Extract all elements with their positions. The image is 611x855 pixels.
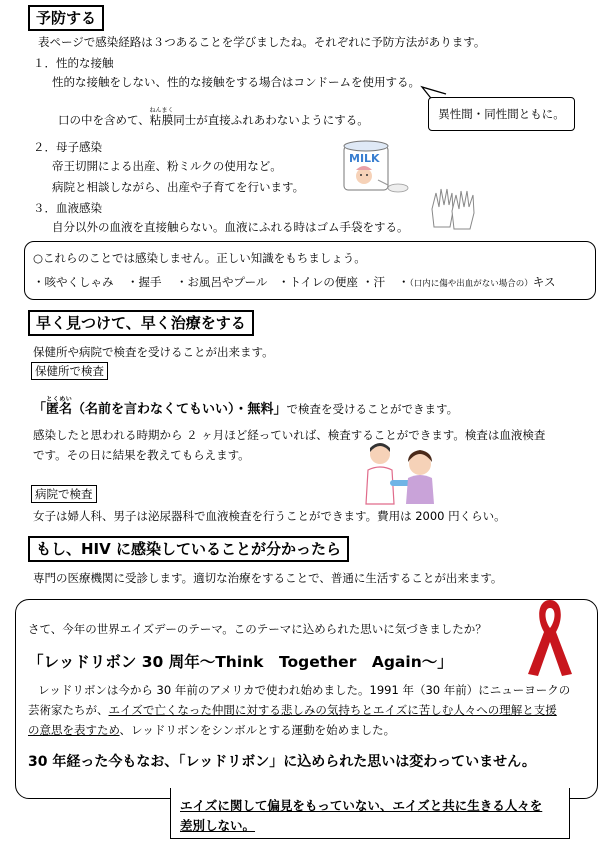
- no-infection-title: ○これらのことでは感染しません。正しい知識をもちましょう。: [33, 251, 366, 265]
- line2-underlined: エイズで亡くなった仲間に対する悲しみの気持ちとエイズに苦しむ人々への理解と支援: [108, 703, 557, 717]
- line2-artists: 芸術家たちが、: [28, 703, 109, 717]
- anonymous-ruby: とくめい: [46, 396, 73, 403]
- section-heading-prevent: 予防する: [28, 5, 104, 31]
- item6-bullet: ・: [398, 275, 410, 289]
- no-infection-item-1: ・咳やくしゃみ: [33, 275, 114, 289]
- no-infection-item-3: ・お風呂やプール: [176, 275, 268, 289]
- item-sexual-contact-line2: [58, 107, 369, 128]
- test-timing-line2: です。その日に結果を教えてもらえます。: [33, 448, 250, 462]
- item6-kiss: キス: [532, 275, 556, 289]
- no-infection-item-6: [398, 274, 556, 292]
- section-heading-early-detection: 早く見つけて、早く治療をする: [28, 310, 254, 336]
- final-message-line2: 差別しない。: [180, 818, 256, 833]
- early-detection-line1: 保健所や病院で検査を受けることが出来ます。: [33, 345, 274, 359]
- line2-part-a: 口の中を含めて、: [58, 113, 150, 127]
- line2-part-c: 同士が直接ふれあわないようにする。: [173, 113, 369, 127]
- nurse-patient-icon: [356, 440, 446, 506]
- milk-can-icon: [340, 136, 420, 196]
- item-sexual-contact-title: １．性的な接触: [33, 56, 114, 70]
- final-message-line1: エイズに関して偏見をもっていない、エイズと共に生きる人々を: [180, 798, 543, 813]
- ribbon-paragraph-line2: [28, 702, 557, 718]
- mucous-membrane-ruby: ねんまく: [149, 107, 174, 114]
- item-mother-child-line2: 病院と相談しながら、出産や子育てを行います。: [52, 180, 305, 194]
- intro-text: 表ページで感染経路は３つあることを学びましたね。それぞれに予防方法があります。: [38, 35, 486, 49]
- item-mother-child-line1: 帝王切開による出産、粉ミルクの使用など。: [52, 159, 282, 173]
- item-blood-line1: 自分以外の血液を直接触らない。血液にふれる時はゴム手袋をする。: [52, 220, 409, 234]
- ribbon-paragraph-line3: [28, 722, 395, 738]
- hospital-test-line: 女子は婦人科、男子は泌尿器科で血液検査を行うことができます。費用は 2000 円くらい。: [33, 509, 506, 523]
- no-infection-item-2: ・握手: [127, 275, 162, 289]
- callout-text: 異性間・同性間ともに。: [438, 107, 565, 121]
- red-ribbon-icon: [520, 596, 580, 680]
- milk-label: MILK: [349, 152, 380, 165]
- anon-free-text: （名前を言わなくてもいい）・無料」: [72, 402, 287, 417]
- no-infection-item-5: ・汗: [362, 275, 385, 289]
- no-infection-item-4: ・トイレの便座: [278, 275, 358, 289]
- mucous-membrane-word: 粘膜: [149, 113, 174, 127]
- conclusion-text: 30 年経った今もなお、「レッドリボン」に込められた思いは変わっていません。: [28, 754, 536, 770]
- line3-underlined: の意思を表すため: [28, 723, 120, 737]
- callout-box: [428, 97, 575, 131]
- anonymous-word: 匿名: [46, 402, 73, 417]
- theme-title: 「レッドリボン 30 周年～Think Together Again～」: [28, 653, 453, 671]
- anonymous-free-line: [33, 396, 458, 418]
- section-heading-if-infected: もし、HIV に感染していることが分かったら: [28, 536, 349, 562]
- anon-tail: で検査を受けることができます。: [286, 402, 459, 416]
- item-blood-title: ３．血液感染: [33, 201, 102, 215]
- ribbon-paragraph-line1: レッドリボンは今から 30 年前のアメリカで使われ始めました。1991 年（30 年前）にニューヨークの: [38, 683, 571, 697]
- item-sexual-contact-line1: 性的な接触をしない、性的な接触をする場合はコンドームを使用する。: [52, 75, 420, 89]
- test-timing-line1: 感染したと思われる時期から ２ ヶ月ほど経っていれば、検査することができます。検査は血液検査: [33, 428, 546, 442]
- if-infected-line1: 専門の医療機関に受診します。適切な治療をすることで、普通に生活することが出来ます。: [33, 571, 503, 585]
- item6-condition: （口内に傷や出血がない場合の）: [409, 279, 533, 289]
- theme-question: さて、今年の世界エイズデーのテーマ。このテーマに込められた思いに気づきましたか？: [28, 622, 487, 636]
- sub-heading-health-center: 保健所で検査: [31, 362, 108, 380]
- item-mother-child-title: ２．母子感染: [33, 140, 102, 154]
- line3-rest: 、レッドリボンをシンボルとする運動を始めました。: [119, 723, 396, 737]
- anon-bracket: 「: [33, 402, 47, 417]
- sub-heading-hospital: 病院で検査: [31, 485, 97, 503]
- rubber-gloves-icon: [428, 183, 488, 233]
